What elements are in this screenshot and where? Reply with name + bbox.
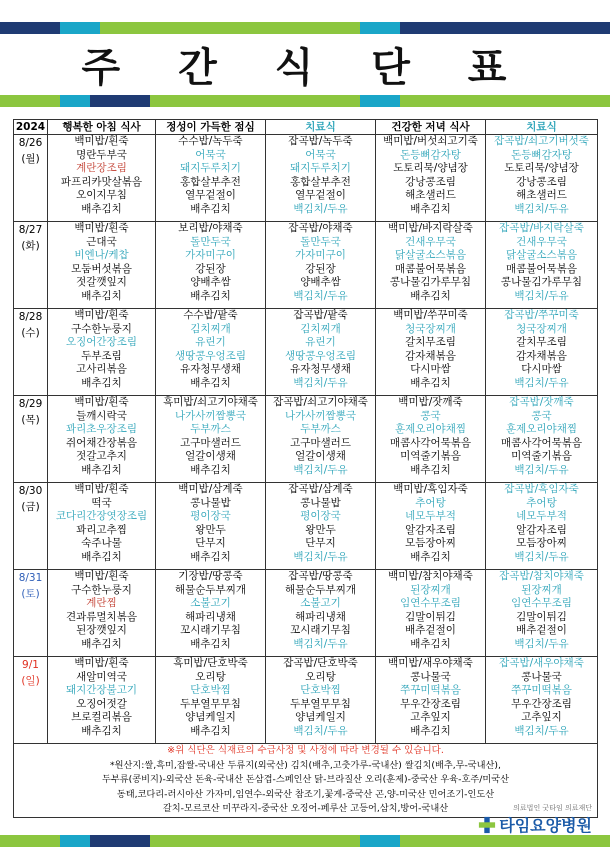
menu-item: 생땅콩우엉조림 [174,349,246,362]
menu-item: 잡곡밥/쭈꾸미죽 [504,309,579,321]
date-label: 8/30 [18,485,43,497]
menu-item: 배추김치 [81,463,122,476]
meal-cell-dinner [376,222,486,309]
meal-cell-lunch-therapy [266,135,376,222]
meal-cell-dinner [376,396,486,483]
weekday-label: (금) [21,501,40,513]
menu-item: 콩나물국 [521,670,562,683]
meal-cell-breakfast [48,396,156,483]
menu-item: 비엔나/케찹 [74,249,129,262]
menu-item: 건새우무국 [405,235,456,248]
menu-item: 백미밥/쑤꾸미죽 [393,309,468,321]
menu-item: 단무지 [195,537,226,550]
menu-item: 강낭콩조림 [405,175,456,188]
menu-item: 배추김치 [81,376,122,389]
menu-item: 배추김치 [410,637,451,650]
menu-item: 돼지두루치기 [180,162,241,175]
menu-item: 알감자조림 [405,523,456,536]
menu-item: 콩국 [531,409,552,422]
menu-item: 구수한누룽지 [71,322,132,335]
menu-item: 임연수무조림 [400,597,461,610]
menu-item: 미역줄기볶음 [511,450,572,463]
menu-item: 어묵국 [195,148,226,161]
menu-item: 잡곡밥/새우야채죽 [499,657,584,669]
menu-item: 평이장국 [300,510,341,523]
menu-item: 쭈꾸미떡볶음 [400,684,461,697]
menu-item: 배추김치 [410,550,451,563]
menu-item: 다시마쌈 [410,363,451,376]
menu-item: 고사리볶음 [76,363,127,376]
menu-item: 브로컬리볶음 [71,711,132,724]
menu-item: 코다리간장엿장조림 [55,510,148,523]
meal-cell-dinner [376,657,486,744]
menu-item: 배추김치 [410,289,451,302]
menu-item: 콩나물밥 [190,496,231,509]
menu-item: 네모두부적 [405,510,456,523]
date-cell [14,396,48,483]
menu-item: 단호박찜 [190,684,231,697]
menu-item: 백김치/두유 [514,550,569,563]
weekly-menu-table [13,119,598,818]
menu-item: 가자미구이 [185,249,236,262]
menu-item: 백미밥/버섯쇠고기죽 [383,135,478,147]
menu-item: 백김치/두유 [514,202,569,215]
menu-item: 수수밥/팥죽 [183,309,238,321]
menu-item: 잡곡밥/참치야채죽 [499,570,584,582]
weekday-label: (토) [21,588,40,600]
menu-item: 배추김치 [190,724,231,737]
meal-cell-breakfast [48,657,156,744]
origin-line: 두부류(콩비지)-외국산 돈육-국내산 돈삼겹-스페인산 닭-브라질산 오리(훈제)-중국산 우육-호주/미국산 [102,774,509,785]
menu-item: 근대국 [86,235,117,248]
menu-item: 보리밥/야채죽 [178,222,243,234]
menu-item: 왕만두 [305,523,336,536]
menu-item: 두부조림 [81,349,122,362]
menu-item: 돈등뼈감자탕 [511,148,572,161]
menu-item: 잡곡밥/땅콩죽 [288,570,353,582]
menu-item: 강된장 [305,262,336,275]
day-row [14,396,598,483]
meal-cell-lunch [156,657,266,744]
meal-cell-lunch-therapy [266,396,376,483]
date-cell [14,222,48,309]
notice-warning: ※위 식단은 식재료의 수급사정 및 사정에 따라 변경될 수 있습니다. [167,745,444,756]
menu-item: 고추잎지 [521,711,562,724]
menu-item: 열무겉절이 [185,189,236,202]
column-header-lunch: 정성이 가득한 점심 [156,120,266,135]
day-row [14,570,598,657]
menu-item: 매콤불어묵볶음 [394,262,466,275]
meal-cell-lunch-therapy [266,309,376,396]
menu-item: 도토리묵/양념장 [504,162,579,175]
origin-line: *원산지:쌀,흑미,잡쌀-국내산 두류지(외국산) 김치(배추,고춧가루-국내산) 쌀김치(배추,무-국내산), [110,759,501,771]
date-label: 8/29 [18,398,43,410]
menu-item: 매콤불어묵볶음 [505,262,577,275]
menu-item: 알감자조림 [516,523,567,536]
menu-item: 유린기 [305,336,336,349]
menu-body [14,135,598,744]
menu-item: 된장찌개 [521,583,562,596]
menu-item: 백미밥/흰죽 [74,135,129,147]
date-cell [14,570,48,657]
menu-item: 해초샐러드 [405,189,456,202]
meal-cell-breakfast [48,309,156,396]
menu-item: 백김치/두유 [514,376,569,389]
menu-item: 파프리카맛살볶음 [60,175,143,188]
menu-item: 된장깻잎지 [76,624,127,637]
menu-item: 쥐어채간장볶음 [65,436,137,449]
menu-item: 김치찌개 [300,322,341,335]
column-header-breakfast: 행복한 아침 식사 [48,120,156,135]
menu-item: 잡곡밥/바지락살죽 [499,222,584,234]
menu-item: 강된장 [195,262,226,275]
menu-item: 홍합살부추전 [180,175,241,188]
menu-item: 콩나물밥 [300,496,341,509]
menu-item: 오이지무침 [76,189,127,202]
menu-item: 배추김치 [190,550,231,563]
bottom-color-bar [0,835,610,847]
menu-item: 닭살굴소스볶음 [394,249,466,262]
meal-cell-lunch [156,222,266,309]
menu-item: 유자청무생채 [180,363,241,376]
hospital-name-row [478,813,592,836]
menu-item: 백미밥/삼계죽 [178,483,243,495]
menu-item: 나가사끼짬뽕국 [174,409,246,422]
menu-item: 백미밥/새우야채죽 [388,657,473,669]
menu-item: 감자채볶음 [405,349,456,362]
menu-item: 얼갈이생채 [185,450,236,463]
meal-cell-dinner-therapy [486,135,598,222]
menu-item: 추어탕 [526,496,557,509]
menu-item: 고추잎지 [410,711,451,724]
menu-item: 백미밥/바지락살죽 [388,222,473,234]
menu-item: 모듬장아찌 [405,537,456,550]
middle-color-bar [0,95,610,107]
menu-item: 훈제오리야채찜 [394,423,466,436]
menu-item: 오리탕 [195,670,226,683]
menu-item: 홍합살부추전 [290,175,351,188]
menu-item: 소불고기 [300,597,341,610]
meal-cell-dinner [376,309,486,396]
menu-item: 백김치/두유 [293,289,348,302]
meal-cell-breakfast [48,135,156,222]
menu-item: 무우간장조림 [511,697,572,710]
weekday-label: (수) [21,327,40,339]
menu-item: 생땅콩우엉조림 [284,349,356,362]
menu-item: 청국장찌개 [516,322,567,335]
menu-item: 명란두부국 [76,148,127,161]
menu-item: 백김치/두유 [293,202,348,215]
menu-item: 배추김치 [410,724,451,737]
menu-item: 배추김치 [81,550,122,563]
meal-cell-dinner [376,135,486,222]
menu-item: 해파리냉채 [295,610,346,623]
weekday-label: (월) [21,153,40,165]
menu-item: 가자미구이 [295,249,346,262]
menu-item: 열무겉절이 [295,189,346,202]
menu-item: 소불고기 [190,597,231,610]
menu-item: 떡국 [91,496,112,509]
menu-item: 왕만두 [195,523,226,536]
meal-cell-lunch-therapy [266,657,376,744]
menu-item: 백김치/두유 [293,550,348,563]
menu-item: 백미밥/흰죽 [74,570,129,582]
cross-logo-icon [478,816,496,834]
menu-item: 백김치/두유 [293,724,348,737]
menu-item: 돼지두루치기 [290,162,351,175]
menu-item: 잡곡밥/잣깨죽 [509,396,574,408]
menu-item: 오리탕 [305,670,336,683]
date-label: 8/26 [18,137,43,149]
meal-cell-lunch [156,570,266,657]
menu-item: 청국장찌개 [405,322,456,335]
menu-item: 배추겉절이 [516,624,567,637]
menu-item: 콩나물김가루무침 [500,276,583,289]
meal-cell-dinner-therapy [486,309,598,396]
menu-item: 백김치/두유 [514,289,569,302]
top-color-bar [0,22,610,34]
menu-item: 양배추쌈 [300,276,341,289]
menu-item: 콩나물김가루무침 [389,276,472,289]
menu-item: 배추김치 [190,202,231,215]
menu-item: 양념케일지 [185,711,236,724]
menu-item: 고구마샐러드 [290,436,351,449]
menu-item: 갈치무조림 [405,336,456,349]
menu-item: 유린기 [195,336,226,349]
menu-item: 오징어간장조림 [65,336,137,349]
weekday-label: (목) [21,414,40,426]
menu-item: 백미밥/흑임자죽 [393,483,468,495]
meal-cell-dinner-therapy [486,222,598,309]
menu-item: 해초샐러드 [516,189,567,202]
meal-cell-breakfast [48,570,156,657]
meal-cell-breakfast [48,483,156,570]
menu-item: 콩국 [420,409,441,422]
menu-item: 고구마샐러드 [180,436,241,449]
meal-cell-dinner [376,570,486,657]
menu-item: 꽈리고추찜 [76,523,127,536]
meal-cell-dinner [376,483,486,570]
day-row [14,309,598,396]
date-label: 8/31 [18,572,43,584]
menu-item: 배추김치 [410,376,451,389]
meal-cell-dinner-therapy [486,483,598,570]
menu-item: 된장찌개 [410,583,451,596]
menu-item: 단무지 [305,537,336,550]
menu-item: 배추김치 [81,637,122,650]
meal-cell-lunch-therapy [266,570,376,657]
meal-cell-breakfast [48,222,156,309]
menu-item: 백미밥/흰죽 [74,222,129,234]
menu-item: 백미밥/흰죽 [74,657,129,669]
menu-item: 모듬장아찌 [516,537,567,550]
page-title: 주 간 식 단 표 [81,45,529,91]
menu-item: 배추김치 [81,289,122,302]
date-label: 9/1 [22,659,39,671]
column-header-dinner: 건강한 저녁 식사 [376,120,486,135]
menu-item: 젓갈깻잎지 [76,276,127,289]
date-cell [14,657,48,744]
menu-item: 백미밥/흰죽 [74,396,129,408]
menu-item: 잡곡밥/흑임자죽 [504,483,579,495]
menu-item: 돼지간장불고기 [65,684,137,697]
menu-item: 훈제오리야채찜 [505,423,577,436]
menu-item: 백김치/두유 [514,463,569,476]
meal-cell-lunch-therapy [266,483,376,570]
menu-item: 김말이튀김 [405,610,456,623]
menu-item: 도토리묵/양념장 [393,162,468,175]
menu-item: 나가사끼짬뽕국 [284,409,356,422]
menu-item: 계란찜 [86,597,117,610]
menu-item: 돌만두국 [190,235,231,248]
date-label: 8/27 [18,224,43,236]
meal-cell-lunch-therapy [266,222,376,309]
menu-item: 어묵국 [305,148,336,161]
menu-item: 수수밥/녹두죽 [178,135,243,147]
day-row [14,135,598,222]
menu-item: 얼갈이생채 [295,450,346,463]
menu-item: 단호박찜 [300,684,341,697]
table-header-row [14,120,598,135]
menu-item: 임연수무조림 [511,597,572,610]
menu-item: 견과류멸치볶음 [65,610,137,623]
menu-item: 백미밥/흰죽 [74,483,129,495]
menu-item: 배추김치 [190,376,231,389]
menu-item: 꼬시래기무침 [180,624,241,637]
menu-item: 미역줄기볶음 [400,450,461,463]
menu-item: 잡곡밥/단호박죽 [283,657,358,669]
menu-item: 건새우무국 [516,235,567,248]
weekday-label: (화) [21,240,40,252]
menu-item: 흑미밥/단호박죽 [173,657,248,669]
menu-item: 백미밥/참치야채죽 [388,570,473,582]
menu-item: 양배추쌈 [190,276,231,289]
menu-item: 배추김치 [81,202,122,215]
foundation-name: 의료법인 굿타임 의료재단 [513,804,592,812]
menu-item: 두부까스 [300,423,341,436]
menu-item: 콩나물국 [410,670,451,683]
menu-item: 추어탕 [415,496,446,509]
menu-item: 다시마쌈 [521,363,562,376]
menu-item: 매콤사각어묵볶음 [389,436,472,449]
day-row [14,483,598,570]
meal-cell-lunch [156,483,266,570]
menu-item: 김치찌개 [190,322,231,335]
menu-item: 쭈꾸미떡볶음 [511,684,572,697]
menu-item: 강낭콩조림 [516,175,567,188]
menu-item: 배추김치 [410,463,451,476]
day-row [14,657,598,744]
menu-item: 잡곡밥/녹두죽 [288,135,353,147]
menu-item: 계란장조림 [76,162,127,175]
menu-item: 꽈리초우장조림 [65,423,137,436]
menu-item: 꼬시래기무침 [290,624,351,637]
menu-item: 백김치/두유 [514,724,569,737]
column-header-dinner-therapy: 치료식 [486,120,598,135]
origin-line: 동태,코다리-러시아산 가자미,임연수-외국산 참조기,꽃게-중국산 곤,양-미국산 민어조기-인도산 [116,788,495,800]
meal-cell-lunch [156,135,266,222]
menu-item: 유자청무생채 [290,363,351,376]
hospital-name: 타임요양병원 [499,816,592,835]
menu-item: 양념케일지 [295,711,346,724]
menu-item: 배추김치 [190,637,231,650]
menu-item: 무우간장조림 [400,697,461,710]
menu-item: 배추김치 [190,289,231,302]
menu-item: 숙주나물 [81,537,122,550]
menu-item: 매콤사각어묵볶음 [500,436,583,449]
menu-item: 배추김치 [410,202,451,215]
meal-cell-dinner-therapy [486,570,598,657]
menu-item: 기장밥/땅콩죽 [178,570,243,582]
menu-item: 흑미밥/쇠고기야채죽 [163,396,258,408]
menu-item: 배추김치 [81,724,122,737]
menu-item: 새알미역국 [76,670,127,683]
weekday-label: (일) [21,675,40,687]
menu-item: 두부열무무침 [290,697,351,710]
menu-item: 백미밥/잣깨죽 [398,396,463,408]
hospital-footer [478,803,592,836]
menu-item: 백미밥/흰죽 [74,309,129,321]
menu-item: 닭살굴소스볶음 [505,249,577,262]
menu-item: 백김치/두유 [293,463,348,476]
menu-item: 백김치/두유 [293,376,348,389]
date-cell [14,309,48,396]
menu-item: 들깨시락국 [76,409,127,422]
year-header: 2024 [14,120,48,135]
menu-item: 평이장국 [190,510,231,523]
menu-item: 배추김치 [190,463,231,476]
menu-item: 해물순두부찌개 [174,583,246,596]
menu-item: 돈등뼈감자탕 [400,148,461,161]
date-label: 8/28 [18,311,43,323]
menu-item: 잡곡밥/쇠고기야채죽 [273,396,368,408]
menu-item: 잡곡밥/쇠고기버섯죽 [494,135,589,147]
menu-item: 돌만두국 [300,235,341,248]
column-header-lunch-therapy: 치료식 [266,120,376,135]
menu-item: 백김치/두유 [514,637,569,650]
menu-item: 잡곡밥/팥죽 [293,309,348,321]
menu-item: 김말이튀김 [516,610,567,623]
meal-cell-dinner-therapy [486,657,598,744]
menu-item: 두부열무무침 [180,697,241,710]
menu-item: 해물순두부찌개 [284,583,356,596]
menu-item: 두부까스 [190,423,231,436]
meal-cell-lunch [156,396,266,483]
day-row [14,222,598,309]
menu-item: 구수한누룽지 [71,583,132,596]
menu-item: 모둠버섯볶음 [71,262,132,275]
menu-item: 감자채볶음 [516,349,567,362]
menu-item: 오징어젓갈 [76,697,127,710]
date-cell [14,135,48,222]
meal-cell-lunch [156,309,266,396]
menu-item: 해파리냉채 [185,610,236,623]
menu-item: 잡곡밥/삼계죽 [288,483,353,495]
date-cell [14,483,48,570]
menu-item: 잡곡밥/야채죽 [288,222,353,234]
meal-cell-dinner-therapy [486,396,598,483]
menu-item: 젓갈고추지 [76,450,127,463]
menu-item: 백김치/두유 [293,637,348,650]
menu-item: 갈치무조림 [516,336,567,349]
menu-item: 배추겉절이 [405,624,456,637]
menu-item: 네모두부적 [516,510,567,523]
origin-line: 갈치-모르코산 미꾸라지-중국산 오징어-페루산 고등어,삼치,방어-국내산 [162,803,449,814]
